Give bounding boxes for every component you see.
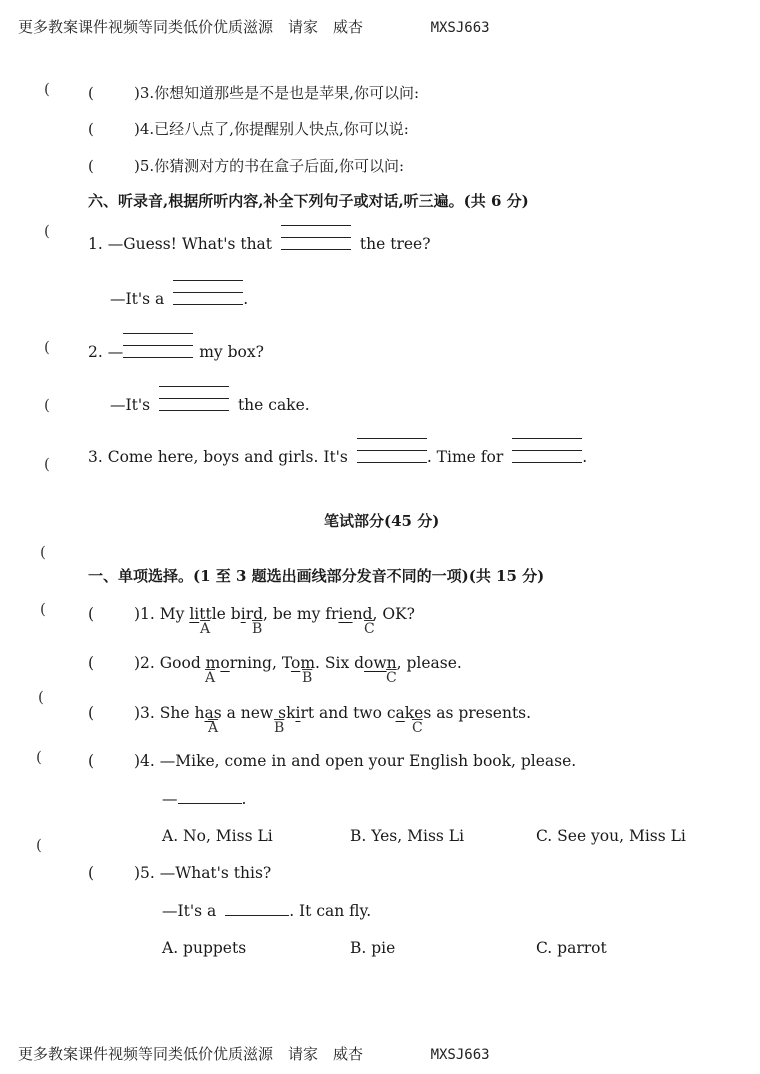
section1-title: 一、单项选择。(1 至 3 题选出画线部分发音不同的一项)(共 15 分): [88, 567, 545, 585]
answer-blank[interactable]: [173, 290, 243, 304]
footer-text: 更多教案课件视频等同类低价优质滋源 请家 威杏: [18, 1045, 364, 1063]
margin-mark: (: [44, 455, 50, 473]
option-mark-c: $\overline{C}$: [412, 720, 423, 736]
mc-q4-option-c[interactable]: C. See you, Miss Li: [536, 827, 686, 845]
situational-q4: ( )4.已经八点了,你提醒别人快点,你可以说:: [88, 120, 409, 138]
header-text: 更多教案课件视频等同类低价优质滋源 请家 威杏: [18, 18, 364, 36]
mc-q5-option-b[interactable]: B. pie: [350, 939, 396, 957]
mc-q5-option-a[interactable]: A. puppets: [162, 939, 247, 957]
mc-q4-option-a[interactable]: A. No, Miss Li: [162, 827, 273, 845]
written-part-title: 笔试部分(45 分): [324, 512, 440, 530]
section6-title: 六、听录音,根据所听内容,补全下列句子或对话,听三遍。(共 6 分): [88, 192, 529, 210]
margin-mark: (: [44, 338, 50, 356]
header-code: MXSJ663: [430, 20, 490, 36]
option-mark-a: $\overline{A}$: [200, 621, 211, 637]
option-mark-b: $\overline{B}$: [302, 670, 313, 686]
answer-blank[interactable]: [281, 235, 351, 249]
s6-q3: 3. Come here, boys and girls. It's . Time for .: [88, 448, 587, 466]
answer-blank[interactable]: [178, 802, 242, 804]
option-mark-c: $\overline{C}$: [386, 670, 397, 686]
answer-blank[interactable]: [123, 343, 193, 357]
mc-q5-answer: —It's a . It can fly.: [162, 902, 372, 920]
s6-q1b: —It's a .: [110, 290, 248, 308]
situational-q3: ( )3.你想知道那些是不是也是苹果,你可以问:: [88, 84, 419, 102]
mc-q2: ( )2. Good morning, Tom. Six down, please.: [88, 654, 462, 672]
answer-blank[interactable]: [357, 448, 427, 462]
margin-mark: (: [40, 600, 46, 618]
situational-q5: ( )5.你猜测对方的书在盒子后面,你可以问:: [88, 157, 404, 175]
mc-q3: ( )3. She has a new skirt and two cakes as presents.: [88, 704, 532, 722]
margin-mark: (: [36, 748, 42, 766]
answer-blank[interactable]: [225, 914, 289, 916]
footer-code: MXSJ663: [430, 1047, 490, 1063]
option-mark-a: $\overline{A}$: [205, 670, 216, 686]
answer-blank[interactable]: [159, 396, 229, 410]
header-banner: [18, 16, 490, 37]
margin-mark: (: [36, 836, 42, 854]
margin-mark: (: [44, 396, 50, 414]
mc-q4: ( )4. —Mike, come in and open your English book, please.: [88, 752, 577, 770]
mc-q5: ( )5. —What's this?: [88, 864, 272, 882]
margin-mark: (: [38, 688, 44, 706]
s6-q2a: 2. — my box?: [88, 343, 264, 361]
mc-q5-option-c[interactable]: C. parrot: [536, 939, 607, 957]
mc-q4-option-b[interactable]: B. Yes, Miss Li: [350, 827, 465, 845]
footer-banner: [18, 1043, 490, 1064]
margin-mark: (: [40, 543, 46, 561]
margin-mark: (: [44, 222, 50, 240]
mc-q4-answer: — .: [162, 790, 247, 808]
s6-q1a: 1. —Guess! What's that the tree?: [88, 235, 431, 253]
option-mark-c: $\overline{C}$: [364, 621, 375, 637]
option-mark-b: $\overline{B}$: [252, 621, 263, 637]
answer-blank[interactable]: [512, 448, 582, 462]
option-mark-a: $\overline{A}$: [208, 720, 219, 736]
option-mark-b: $\overline{B}$: [274, 720, 285, 736]
s6-q2b: —It's the cake.: [110, 396, 310, 414]
margin-mark: (: [44, 80, 50, 98]
mc-q1: ( )1. My little bird, be my friend, OK?: [88, 605, 415, 623]
